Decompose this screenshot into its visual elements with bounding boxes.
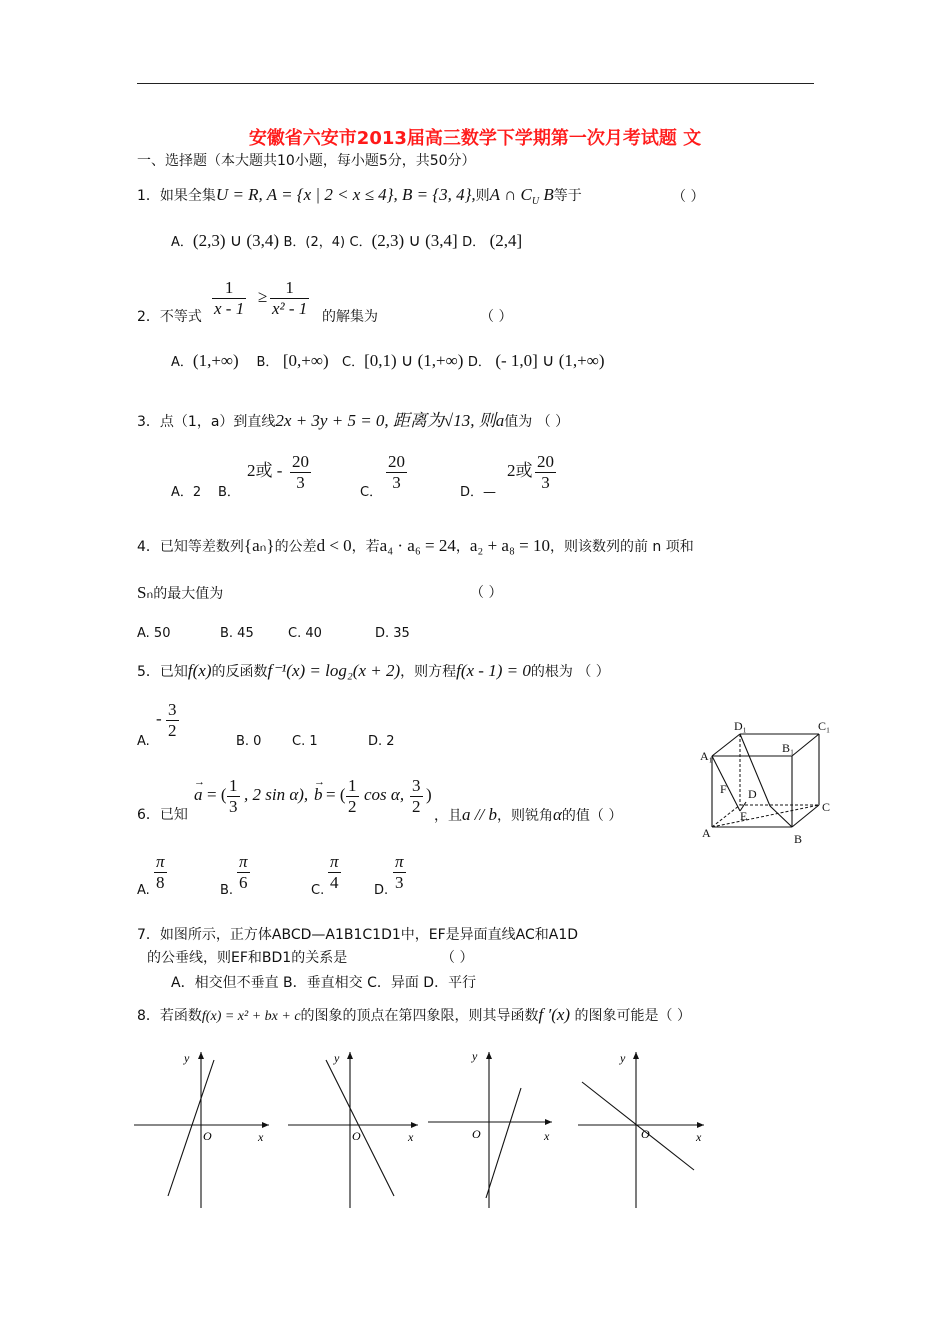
q1-formula: U = R, A = {x | 2 < x ≤ 4}, B = {3, 4}, — [215, 185, 476, 204]
q6-vec-b-sym — [314, 776, 325, 804]
y-label: y — [334, 1051, 340, 1065]
q8-graph-c — [426, 1048, 566, 1214]
q4-stem-text: 4．已知等差数列 — [137, 539, 244, 555]
q1-tail: 等于 — [553, 188, 582, 204]
q4-seq: {aₙ} — [243, 536, 275, 555]
cube-label: C — [822, 800, 831, 814]
cube-edge — [792, 734, 819, 756]
q2-opt-a: (1,+∞) — [192, 351, 239, 370]
q1-opt-c-label: C． — [349, 235, 372, 250]
q6-b-den: 6 — [239, 873, 248, 892]
cube-label: F — [720, 782, 727, 796]
q3-opt-d-prefix: 2或 — [507, 461, 533, 480]
page-title: 安徽省六安市2013届高三数学下学期第一次月考试题 文 — [248, 128, 702, 149]
cube-label: E — [740, 809, 748, 823]
q6-vec-a — [194, 776, 205, 804]
q3-var-a: a — [495, 411, 505, 430]
q5-mid2: ，则方程 — [400, 664, 457, 680]
cube-label: B — [794, 832, 803, 846]
q2-frac2-den: x² - 1 — [272, 299, 308, 318]
q2-frac1-num: 1 — [212, 278, 246, 299]
q6-c-pi: π — [330, 852, 339, 871]
q4-mid1: 的公差 — [274, 539, 317, 555]
q8-graph-b — [286, 1048, 426, 1214]
x-label: x — [544, 1129, 550, 1143]
q8-fprime: f ′(x) — [538, 1005, 571, 1024]
q6-vec-a-sym — [194, 776, 205, 804]
q6-a-den: 8 — [156, 873, 165, 892]
q5-opt-a-frac — [166, 700, 179, 741]
q3-c-num: 20 — [388, 452, 405, 471]
q2-opt-d: (- 1,0] ∪ (1,+∞) — [495, 351, 605, 370]
q1-opt-a-label: A． — [171, 235, 193, 250]
q1-opt-d: (2,4] — [489, 231, 523, 250]
q3-opt-a: A．2 — [171, 485, 202, 500]
origin-label: O — [203, 1129, 212, 1143]
q6-d3: 2 — [412, 797, 421, 816]
origin-label: O — [472, 1127, 481, 1141]
q1-options — [171, 232, 522, 252]
q1-formula3: B — [539, 185, 554, 204]
y-arrow-icon — [198, 1052, 204, 1059]
q2-frac2 — [270, 278, 309, 319]
q1-opt-d-label: D． — [462, 235, 486, 250]
y-label: y — [472, 1049, 478, 1063]
q6-opt-a-label: A. — [137, 883, 150, 898]
q2-opt-b-label: B． — [256, 355, 279, 370]
q6-mid: ，且 — [434, 808, 462, 824]
q6-mid1: , 2 sin α), — [244, 785, 309, 804]
y-label: y — [184, 1051, 190, 1065]
q3-tail: 值为 — [504, 414, 533, 430]
q3-opt-b-prefix: 2或 - — [247, 461, 283, 480]
q2-frac2-num: 1 — [270, 278, 309, 299]
q6-n1: 1 — [229, 776, 238, 795]
q8-stem-text: 8．若函数 — [137, 1008, 202, 1024]
x-arrow-icon — [411, 1122, 418, 1128]
x-arrow-icon — [262, 1122, 269, 1128]
section-heading: 一、选择题（本大题共10小题，每小题5分，共50分） — [137, 153, 476, 169]
x-arrow-icon — [697, 1122, 704, 1128]
q6-opt-b-label: B. — [220, 883, 234, 898]
q7-line2: 的公垂线，则EF和BD1的关系是 — [147, 950, 348, 966]
q4-c2: a₂ + a₈ = 10 — [469, 536, 550, 555]
q4-mid3: ，则该数列的前 n 项和 — [549, 539, 694, 555]
cube-label: D — [748, 787, 757, 801]
cube-figure — [700, 716, 840, 852]
q1-sub: U — [531, 195, 540, 207]
q5-mid1: 的反函数 — [211, 664, 268, 680]
cube-label: A₁ — [700, 749, 713, 763]
q4-opt-c: C. 40 — [288, 626, 322, 641]
derivative-line — [168, 1060, 214, 1196]
q5-a-den: 2 — [168, 721, 177, 740]
origin-label: O — [352, 1129, 361, 1143]
q6-c-den: 4 — [330, 873, 339, 892]
q6-frac-3-2 — [410, 776, 423, 817]
q3-stem — [137, 412, 569, 431]
q4-opt-a: A. 50 — [137, 626, 171, 641]
q7-line1: 7．如图所示，正方体ABCD—A1B1C1D1中，EF是异面直线AC和A1D — [137, 927, 579, 943]
q2-options — [171, 352, 605, 372]
arrow-icon: → — [194, 776, 205, 788]
q8-graph-a — [134, 1048, 274, 1214]
q2-stem-label: 2．不等式 — [137, 309, 202, 325]
q6-tail: 的值（ ） — [561, 808, 623, 824]
q6-d-den: 3 — [395, 873, 404, 892]
derivative-line — [582, 1082, 694, 1170]
derivative-line — [486, 1088, 521, 1198]
q1-then: 则 — [475, 188, 490, 204]
q6-eq2: = ( — [326, 785, 346, 804]
q4-tail: 的最大值为 — [153, 586, 224, 602]
q1-answer-paren: （ ） — [672, 189, 705, 205]
q6-opt-a-frac — [154, 852, 167, 893]
q8-f: f(x) = x² + bx + c — [201, 1009, 301, 1024]
derivative-line — [326, 1060, 394, 1196]
q6-frac-1-2 — [346, 776, 359, 817]
q5-tail: 的根为 — [530, 664, 573, 680]
cube-diagonal — [770, 806, 792, 827]
q6-opt-c-frac — [328, 852, 341, 893]
q6-opt-d-frac — [393, 852, 406, 893]
q6-opt-d-label: D. — [374, 883, 389, 898]
q2-opt-c-label: C． — [342, 355, 365, 370]
q6-b-pi: π — [239, 852, 248, 871]
cube-hidden-diag — [712, 805, 819, 827]
q8-graph-d — [576, 1048, 716, 1214]
q3-c-den: 3 — [392, 473, 401, 492]
q1-opt-c: (2,3) ∪ (3,4] — [371, 231, 458, 250]
q8-mid: 的图象的顶点在第四象限，则其导函数 — [300, 1008, 539, 1024]
q3-stem-text: 3．点（1，a）到直线 — [137, 414, 276, 430]
q4-sn: Sₙ — [137, 583, 154, 602]
q4-d: d < 0 — [316, 536, 352, 555]
q4-opt-b: B. 45 — [220, 626, 254, 641]
q7-options: A．相交但不垂直 B．垂直相交 C．异面 D．平行 — [171, 975, 477, 991]
x-label: x — [696, 1130, 702, 1144]
x-label: x — [258, 1130, 264, 1144]
q8-stem — [137, 1006, 691, 1026]
y-arrow-icon — [633, 1052, 639, 1059]
q5-opt-a-label: A. — [137, 734, 150, 749]
cube-hidden-edge — [712, 805, 740, 827]
q2-opt-a-label: A． — [171, 355, 193, 370]
q8-tail: 的图象可能是（ ） — [574, 1008, 691, 1024]
q6-n2: 1 — [348, 776, 357, 795]
q2-geq: ≥ — [258, 287, 268, 306]
q5-stem-text: 5．已知 — [137, 664, 188, 680]
q5-stem — [137, 662, 610, 681]
arrow-icon: → — [314, 776, 325, 788]
y-label: y — [620, 1051, 626, 1065]
q6-mid2: ，则锐角 — [496, 808, 553, 824]
q3-d-den: 3 — [541, 473, 550, 492]
q3-b-den: 3 — [296, 473, 305, 492]
q1-opt-b: B．(2，4) — [283, 235, 346, 250]
q1-formula2: A ∩ C — [489, 185, 532, 204]
q3-b-num: 20 — [292, 452, 309, 471]
cube-label: A — [702, 826, 711, 840]
cube-label: C₁ — [818, 719, 831, 733]
q7-answer-paren: （ ） — [441, 950, 474, 966]
q6-d2: 2 — [348, 797, 357, 816]
q5-a-num: 3 — [168, 700, 177, 719]
q3-opt-c-label: C． — [360, 485, 383, 500]
q2-tail: 的解集为 — [322, 309, 378, 325]
q3-opt-b-frac — [290, 452, 311, 493]
cube-edge — [712, 734, 740, 756]
origin-label: O — [641, 1127, 650, 1141]
q5-opt-b: B. 0 — [236, 734, 262, 749]
q6-stem-label: 6．已知 — [137, 807, 188, 823]
q2-answer-paren: （ ） — [480, 309, 513, 325]
q4-opt-d: D. 35 — [375, 626, 410, 641]
q1-stem-text: 1．如果全集 — [137, 188, 216, 204]
q3-opt-c-frac — [386, 452, 407, 493]
q6-d1: 3 — [229, 797, 238, 816]
q3-formula: 2x + 3y + 5 = 0, 距离为√13, 则 — [275, 411, 496, 430]
header-rule — [137, 83, 814, 84]
q1-stem — [137, 186, 582, 211]
q5-eq: f(x - 1) = 0 — [456, 661, 531, 680]
q6-n3: 3 — [412, 776, 421, 795]
q4-mid2: ，若 — [351, 539, 380, 555]
q2-opt-d-label: D． — [467, 355, 491, 370]
q6-v-a: a — [194, 785, 203, 804]
q6-mid2: cos α, — [364, 785, 405, 804]
q5-opt-a-sign: - — [156, 709, 162, 728]
q5-opt-d: D. 2 — [368, 734, 395, 749]
q6-parallel: a // b — [462, 805, 497, 824]
q3-d-num: 20 — [537, 452, 554, 471]
y-arrow-icon — [347, 1052, 353, 1059]
q6-stem-rest — [434, 806, 622, 825]
cube-label: D₁ — [734, 719, 747, 733]
q5-f: f(x) — [187, 661, 212, 680]
q6-eq1: = ( — [207, 785, 227, 804]
q3-opt-b-label: B． — [218, 485, 240, 500]
cube-label: B₁ — [782, 741, 795, 755]
q6-alpha: α — [552, 805, 562, 824]
q6-vec-b — [314, 776, 325, 804]
q2-frac1-den: x - 1 — [214, 299, 245, 318]
q4-stem: 4．已知等差数列{aₙ}的公差d < 0，若a₄ · a₆ = 24，a₂ + a₈ = 10，则该数列的前 n 项和 — [137, 536, 694, 555]
q6-d-pi: π — [395, 852, 404, 871]
q5-answer-paren: （ ） — [577, 664, 610, 680]
q5-finv: f⁻¹(x) = log₂(x + 2) — [267, 661, 401, 680]
x-arrow-icon — [545, 1119, 552, 1125]
q6-a-pi: π — [156, 852, 165, 871]
q3-answer-paren: （ ） — [536, 414, 570, 430]
q2-opt-b: [0,+∞) — [282, 351, 329, 370]
y-arrow-icon — [486, 1052, 492, 1059]
q5-opt-c: C. 1 — [292, 734, 318, 749]
q6-v-b: b — [314, 785, 323, 804]
q2-opt-c: [0,1) ∪ (1,+∞) — [364, 351, 464, 370]
q2-frac1 — [212, 278, 246, 319]
q4-stem-line2 — [137, 584, 223, 603]
x-label: x — [408, 1130, 414, 1144]
q3-opt-d-frac — [535, 452, 556, 493]
q1-opt-a: (2,3) ∪ (3,4) — [192, 231, 279, 250]
q4-answer-paren: （ ） — [470, 585, 503, 601]
cube-edge — [792, 805, 819, 827]
q6-end: ) — [426, 785, 432, 804]
q3-opt-d-label: D．— — [460, 485, 497, 500]
q6-frac-1-3 — [227, 776, 240, 817]
q4-c1: a₄ · a₆ = 24 — [379, 536, 456, 555]
q6-opt-c-label: C. — [311, 883, 325, 898]
q6-opt-b-frac — [237, 852, 250, 893]
